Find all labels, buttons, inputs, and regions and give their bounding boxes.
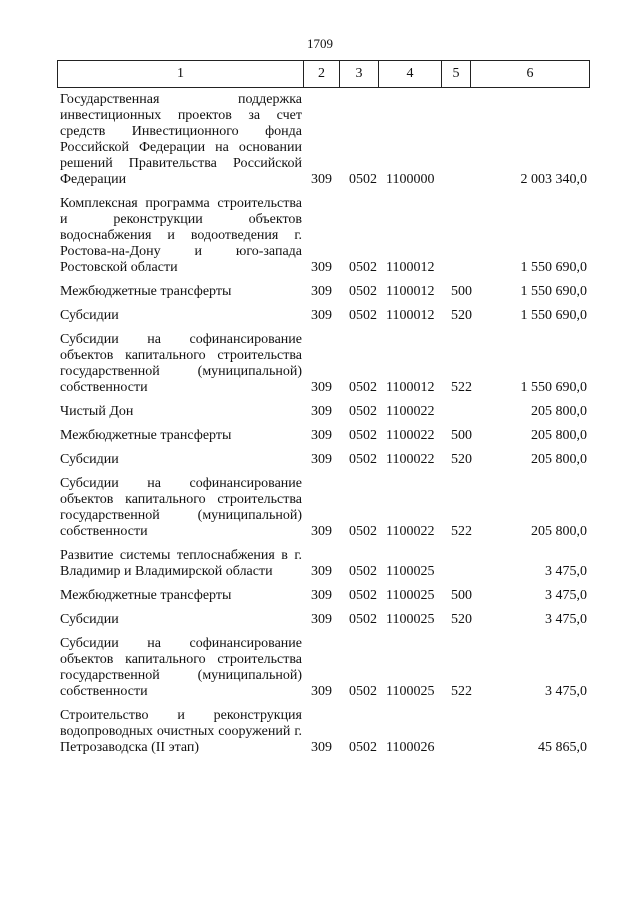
row-col4: 1100025 (386, 684, 435, 699)
row-col5: 522 (451, 684, 472, 699)
row-description: Субсидии (60, 452, 119, 467)
row-col2: 309 (311, 260, 332, 275)
row-col4: 1100026 (386, 740, 435, 755)
column-header-4: 4 (379, 61, 442, 88)
row-col5: 522 (451, 524, 472, 539)
row-col4: 1100025 (386, 612, 435, 627)
row-col2: 309 (311, 564, 332, 579)
row-col2: 309 (311, 380, 332, 395)
row-col3: 0502 (349, 564, 377, 579)
row-col4: 1100012 (386, 284, 435, 299)
row-col4: 1100012 (386, 260, 435, 275)
column-header-3: 3 (340, 61, 379, 88)
row-col2: 309 (311, 452, 332, 467)
row-col2: 309 (311, 172, 332, 187)
row-col4: 1100012 (386, 380, 435, 395)
row-description: Межбюджетные трансферты (60, 284, 232, 299)
table-row (0, 308, 640, 324)
row-col2: 309 (311, 308, 332, 323)
row-col6: 3 475,0 (545, 564, 587, 579)
row-col2: 309 (311, 588, 332, 603)
budget-table-body (0, 92, 640, 764)
row-col4: 1100022 (386, 452, 435, 467)
table-row (0, 92, 640, 188)
row-col3: 0502 (349, 524, 377, 539)
row-col3: 0502 (349, 428, 377, 443)
row-col6: 3 475,0 (545, 588, 587, 603)
row-col6: 1 550 690,0 (520, 284, 587, 299)
table-row (0, 636, 640, 700)
row-col2: 309 (311, 284, 332, 299)
row-col6: 205 800,0 (531, 404, 587, 419)
row-col4: 1100025 (386, 564, 435, 579)
row-col2: 309 (311, 740, 332, 755)
column-header-6: 6 (471, 61, 590, 88)
page-number: 1709 (307, 36, 333, 51)
row-col3: 0502 (349, 452, 377, 467)
row-col5: 520 (451, 452, 472, 467)
table-row (0, 428, 640, 444)
row-col4: 1100022 (386, 404, 435, 419)
row-col5: 522 (451, 380, 472, 395)
row-col5: 500 (451, 284, 472, 299)
table-row (0, 612, 640, 628)
row-description: Субсидии (60, 308, 119, 323)
row-col3: 0502 (349, 612, 377, 627)
row-col2: 309 (311, 612, 332, 627)
row-col6: 3 475,0 (545, 612, 587, 627)
row-col4: 1100012 (386, 308, 435, 323)
row-description: Развитие системы теплоснабжения в г. Владимир и Владимирской области (60, 548, 302, 579)
row-col4: 1100025 (386, 588, 435, 603)
column-header-table (57, 60, 590, 88)
table-row (0, 284, 640, 300)
row-col3: 0502 (349, 260, 377, 275)
row-col6: 1 550 690,0 (520, 308, 587, 323)
column-header-2: 2 (304, 61, 340, 88)
table-row (0, 548, 640, 580)
row-col6: 3 475,0 (545, 684, 587, 699)
row-description: Межбюджетные трансферты (60, 588, 232, 603)
table-row (0, 708, 640, 756)
row-col3: 0502 (349, 172, 377, 187)
row-col3: 0502 (349, 684, 377, 699)
row-col6: 45 865,0 (538, 740, 587, 755)
row-description: Субсидии на софинансирование объектов капитального строительства государственной (муниципальной) собственности (60, 332, 302, 395)
table-row (0, 452, 640, 468)
row-col4: 1100022 (386, 524, 435, 539)
row-col6: 2 003 340,0 (520, 172, 587, 187)
row-description: Государственная поддержка инвестиционных проектов за счет средств Инвестиционного фонда Российской Федерации на основании решений Правительства Российской Федерации (60, 92, 302, 187)
row-col4: 1100000 (386, 172, 435, 187)
column-header-1: 1 (58, 61, 304, 88)
row-col3: 0502 (349, 740, 377, 755)
row-col5: 500 (451, 588, 472, 603)
row-col3: 0502 (349, 284, 377, 299)
table-row (0, 196, 640, 276)
row-col6: 205 800,0 (531, 428, 587, 443)
row-description: Субсидии на софинансирование объектов капитального строительства государственной (муниципальной) собственности (60, 636, 302, 699)
row-col3: 0502 (349, 588, 377, 603)
row-col3: 0502 (349, 308, 377, 323)
row-col2: 309 (311, 684, 332, 699)
row-col6: 205 800,0 (531, 524, 587, 539)
row-col5: 520 (451, 308, 472, 323)
table-row (0, 332, 640, 396)
row-col6: 1 550 690,0 (520, 380, 587, 395)
row-description: Межбюджетные трансферты (60, 428, 232, 443)
row-col3: 0502 (349, 404, 377, 419)
row-description: Субсидии (60, 612, 119, 627)
column-header-5: 5 (442, 61, 471, 88)
row-col3: 0502 (349, 380, 377, 395)
table-row (0, 476, 640, 540)
table-row (0, 588, 640, 604)
row-col6: 1 550 690,0 (520, 260, 587, 275)
row-col2: 309 (311, 524, 332, 539)
row-col2: 309 (311, 428, 332, 443)
row-description: Чистый Дон (60, 404, 134, 419)
row-col4: 1100022 (386, 428, 435, 443)
row-description: Комплексная программа строительства и реконструкции объектов водоснабжения и водоотведения г. Ростова-на-Дону и юго-запада Ростовской области (60, 196, 302, 275)
table-row (0, 404, 640, 420)
row-description: Субсидии на софинансирование объектов капитального строительства государственной (муниципальной) собственности (60, 476, 302, 539)
row-col5: 520 (451, 612, 472, 627)
row-col6: 205 800,0 (531, 452, 587, 467)
row-col2: 309 (311, 404, 332, 419)
row-description: Строительство и реконструкция водопроводных очистных сооружений г. Петрозаводска (II этап) (60, 708, 302, 755)
row-col5: 500 (451, 428, 472, 443)
